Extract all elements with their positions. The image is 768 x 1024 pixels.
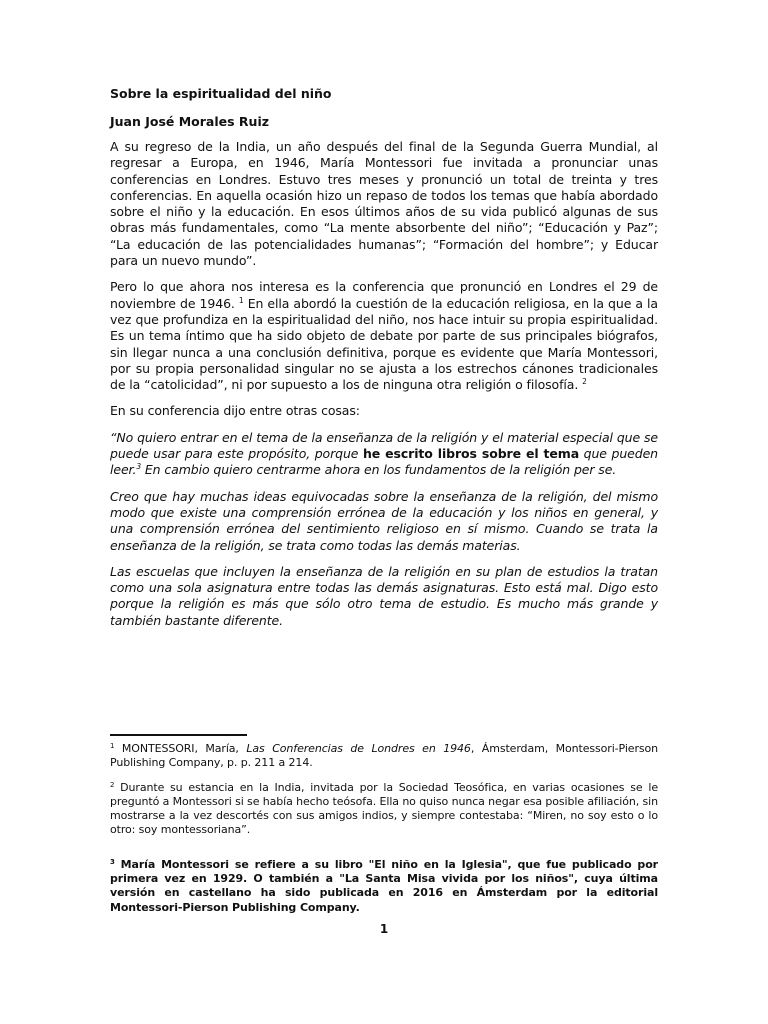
footnote-separator: [110, 734, 247, 736]
quote-paragraph-2: Creo que hay muchas ideas equivocadas sobre la enseñanza de la religión, del mismo modo que existe una comprensión errónea de la educación y los niños en general, y una comprensión errónea del sentimiento religioso en sí mismo. Cuando se trata la enseñanza de la religión, se trata como todas las demás materias.: [110, 488, 658, 553]
footnotes: [110, 742, 658, 915]
footnote-3: $^3$ María Montessori se refiere a su libro "El niño en la Iglesia", que fue publicado por primera vez en 1929. O también a "La Santa Misa vivida por los niños", cuya última versión en castellano ha sido publicada en 2016 en Ámsterdam por la editorial Montessori-Pierson Publishing Company.: [110, 857, 658, 914]
footnote-ref-2[interactable]: 2: [582, 377, 587, 387]
quote-bold-phrase: he escrito libros sobre el tema: [363, 446, 580, 462]
footnote-number-1: 1: [110, 742, 115, 750]
footnote-1-book-title: Las Conferencias de Londres en 1946: [246, 742, 471, 755]
footnote-number-3: 3: [110, 857, 115, 866]
footnote-ref-1[interactable]: 1: [238, 295, 244, 305]
document-body: [110, 86, 658, 629]
document-author: Juan José Morales Ruiz: [110, 114, 270, 129]
footnote-ref-3[interactable]: 3: [136, 462, 141, 472]
page-number: 1: [379, 922, 389, 936]
paragraph-conference: Pero lo que ahora nos interesa es la conferencia que pronunció en Londres el 29 de noviembre de 1946. $^1$ En ella abordó la cuestión de la educación religiosa, en la que a la vez que profundiza en la espiritualidad del niño, nos hace intuir su propia espiritualidad. Es un tema íntimo que ha sido objeto de debate por parte de sus principales biógrafos, sin llegar nunca a una conclusión definitiva, porque es evidente que María Montessori, por su propia personalidad singular no se ajusta a los estrechos cánones tradicionales de la “catolicidad”, ni por supuesto a los de ninguna otra religión o filosofía. $^2$: [110, 279, 658, 393]
paragraph-lead-in: En su conferencia dijo entre otras cosas:: [110, 403, 360, 419]
document-title: Sobre la espiritualidad del niño: [110, 86, 332, 101]
quote-paragraph-3: Las escuelas que incluyen la enseñanza de la religión en su plan de estudios la tratan como una sola asignatura entre todas las demás asignaturas. Esto está mal. Digo esto porque la religión es más que sólo otro tema de estudio. Es mucho más grande y también bastante diferente.: [110, 563, 658, 628]
footnote-number-2: 2: [110, 780, 115, 789]
footnote-2: $^2$ Durante su estancia en la India, invitada por la Sociedad Teosófica, en varias ocasiones se le preguntó a Montessori si se había hecho teósofa. Ella no quiso nunca negar esa posible afiliación, sin mostrarse a la vez descortés con sus amigos indios, y siempre contestaba: “Miren, no soy esto o lo otro: soy montessoriana”.: [110, 780, 658, 837]
paragraph-intro: A su regreso de la India, un año después del final de la Segunda Guerra Mundial, al regresar a Europa, en 1946, María Montessori fue invitada a pronunciar unas conferencias en Londres. Estuvo tres meses y pronunció un total de treinta y tres conferencias. En aquella ocasión hizo un repaso de todos los temas que había abordado sobre el niño y la educación. En esos últimos años de su vida publicó algunas de sus obras más fundamentales, como “La mente absorbente del niño”; “Educación y Paz”; “La educación de las potencialidades humanas”; “Formación del hombre”; y Educar para un nuevo mundo”.: [110, 139, 658, 269]
footnote-1: $^1$ MONTESSORI, María, Las Conferencias de Londres en 1946, Ámsterdam, Montessori-Pierson Publishing Company, p. p. 211 a 214.: [110, 742, 659, 770]
quote-paragraph-1: “No quiero entrar en el tema de la enseñanza de la religión y el material especial que se puede usar para este propósito, porque he escrito libros sobre el tema que pueden leer.$^3$ En cambio quiero centrarme ahora en los fundamentos de la religión per se.: [110, 429, 658, 478]
